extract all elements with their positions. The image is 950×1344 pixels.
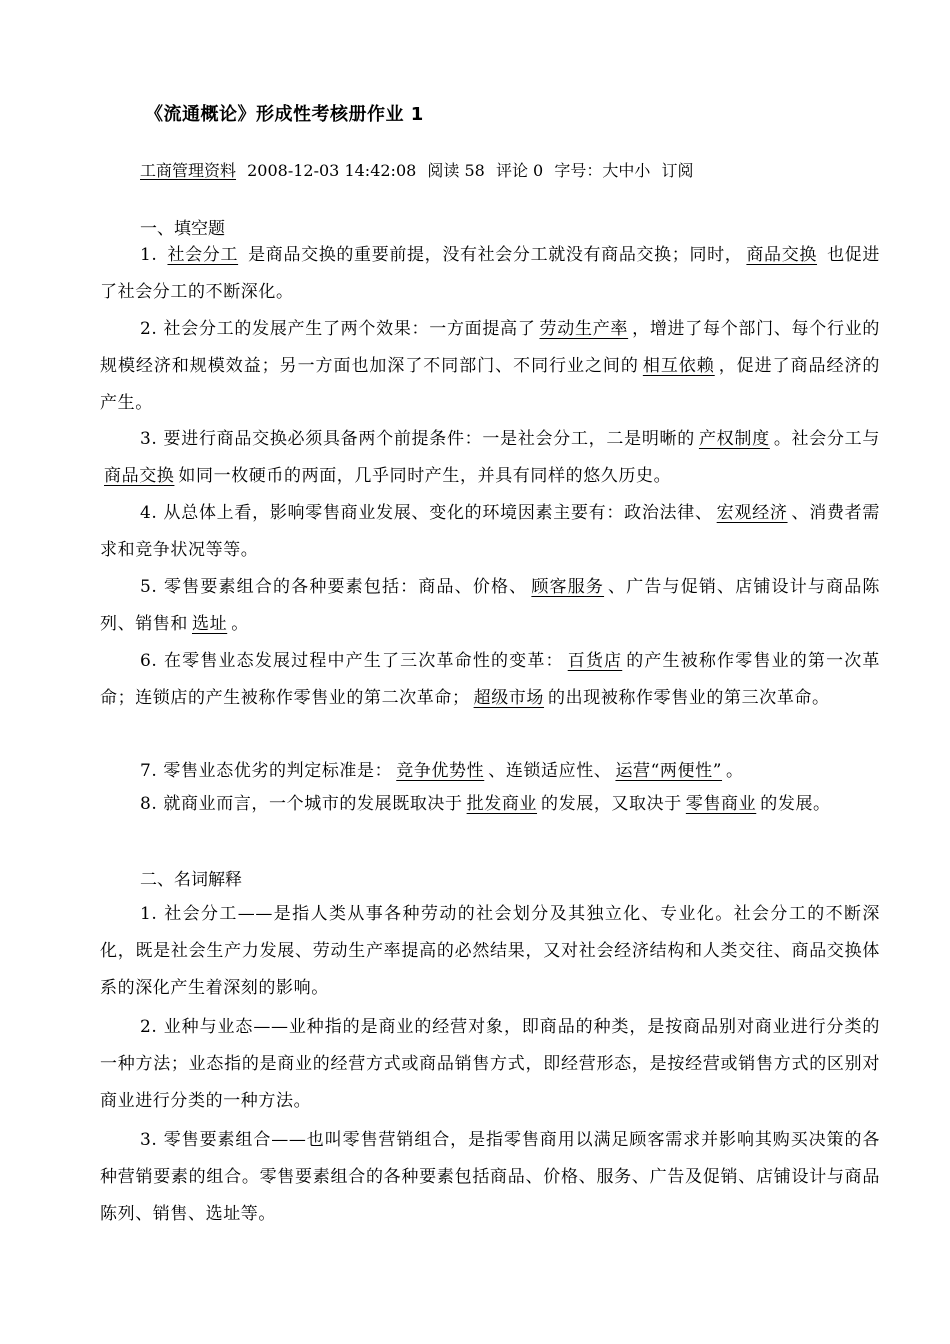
fill-blank-item-8: 8. 就商业而言，一个城市的发展既取决于 批发商业 的发展，又取决于 零售商业 的发展。 [140,794,831,814]
definition-item-2: 2. 业种与业态——业种指的是商业的经营对象，即商品的种类，是按商品别对商业进行分类的一种方法；业态指的是商业的经营方式或商品销售方式，即经营形态，是按经营或销售方式的区别对商业进行分类的一种方法。 [100,1017,880,1111]
document-title: 《流通概论》形成性考核册作业 1 [145,104,424,125]
answer-blank: 社会分工 [167,245,239,265]
font-size-selector[interactable]: 字号：大中小 [554,161,651,180]
fill-blank-item-7: 7. 零售业态优劣的判定标准是： 竞争优势性 、连锁适应性、 运营“两便性” 。 [140,761,744,781]
read-count: 阅读 58 [427,161,485,180]
fill-blank-item-5: 5. 零售要素组合的各种要素包括：商品、价格、 顾客服务 、广告与促销、店铺设计与商品陈列、销售和 选址 。 [100,577,880,634]
category-link[interactable]: 工商管理资料 [140,161,237,180]
definition-item-1: 1. 社会分工——是指人类从事各种劳动的社会划分及其独立化、专业化。社会分工的不断深化，既是社会生产力发展、劳动生产率提高的必然结果，又对社会经济结构和人类交往、商品交换体系的深化产生着深刻的影响。 [100,904,880,998]
post-meta [140,158,699,181]
answer-blank: 商品交换 [746,245,818,265]
answer-blank: 商品交换 [104,466,175,486]
answer-blank: 零售商业 [685,794,757,814]
fill-blank-item-1: 1. 社会分工 是商品交换的重要前提，没有社会分工就没有商品交换；同时， 商品交换 也促进了社会分工的不断深化。 [100,245,880,302]
comment-count[interactable]: 评论 0 [495,161,544,180]
answer-blank: 产权制度 [698,429,770,449]
section-heading-definitions: 二、名词解释 [140,870,242,890]
fill-blank-item-2: 2. 社会分工的发展产生了两个效果：一方面提高了 劳动生产率 ，增进了每个部门、每个行业的规模经济和规模效益；另一方面也加深了不同部门、不同行业之间的 相互依赖 ，促进了商品经济的产生。 [100,319,881,413]
answer-blank: 宏观经济 [716,503,788,523]
fill-blank-item-6: 6. 在零售业态发展过程中产生了三次革命性的变革： 百货店 的产生被称作零售业的第一次革命；连锁店的产生被称作零售业的第二次革命； 超级市场 的出现被称作零售业的第三次革命。 [100,651,881,708]
answer-blank: 顾客服务 [531,577,605,597]
answer-blank: 百货店 [567,651,623,671]
answer-blank: 超级市场 [473,688,545,708]
fill-blank-item-3: 3. 要进行商品交换必须具备两个前提条件：一是社会分工，二是明晰的 产权制度 。社会分工与商品交换 如同一枚硬币的两面，几乎同时产生，并具有同样的悠久历史。 [100,421,880,495]
post-datetime: 2008-12-03 14:42:08 [247,161,417,180]
answer-blank: 劳动生产率 [539,319,629,339]
subscribe-link[interactable]: 订阅 [661,161,694,180]
answer-blank: 竞争优势性 [396,761,485,781]
section-heading-fill-blank: 一、填空题 [140,219,225,239]
fill-blank-item-4: 4. 从总体上看，影响零售商业发展、变化的环境因素主要有：政治法律、 宏观经济 、消费者需求和竞争状况等等。 [100,503,880,560]
answer-blank: 运营“两便性” [615,761,723,781]
answer-blank: 相互依赖 [642,356,715,376]
definition-item-3: 3. 零售要素组合——也叫零售营销组合，是指零售商用以满足顾客需求并影响其购买决策的各种营销要素的组合。零售要素组合的各种要素包括商品、价格、服务、广告及促销、店铺设计与商品陈列、销售、选址等。 [100,1130,880,1224]
answer-blank: 批发商业 [466,794,538,814]
answer-blank: 选址 [192,614,228,634]
